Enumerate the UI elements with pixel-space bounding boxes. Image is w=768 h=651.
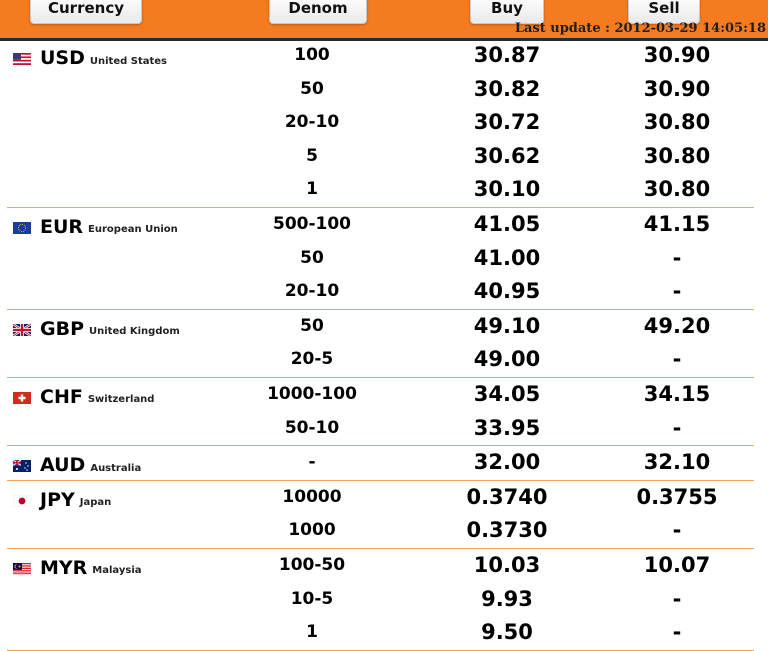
buy-rate: 40.95 xyxy=(473,279,541,304)
sell-rate: 32.10 xyxy=(643,450,711,475)
denom-column-button[interactable]: Denom xyxy=(269,0,367,24)
denom-value: 1 xyxy=(306,622,318,643)
denom-value: 50 xyxy=(300,78,324,99)
currency-group-usd xyxy=(7,39,754,208)
buy-rate: 9.93 xyxy=(481,586,533,611)
table-row xyxy=(7,583,754,617)
currency-country: United Kingdom xyxy=(89,326,180,338)
denom-value: 20-5 xyxy=(290,349,334,370)
last-update-text: Last update : 2012-03-29 14:05:18 xyxy=(514,21,766,36)
sell-rate: - xyxy=(672,620,682,645)
sell-rate: 10.07 xyxy=(643,552,711,577)
denom-value: 50 xyxy=(300,247,324,268)
currency-code: GBP xyxy=(40,317,85,340)
currency-country: European Union xyxy=(88,224,178,236)
denom-value: 100-50 xyxy=(278,554,346,575)
denom-value: 20-10 xyxy=(284,281,340,302)
sell-rate: 30.80 xyxy=(643,177,711,202)
denom-value: - xyxy=(308,452,316,473)
us-flag-icon xyxy=(13,50,31,62)
currency-code: JPY xyxy=(40,488,75,511)
sell-column-button[interactable]: Sell xyxy=(628,0,700,24)
currency-group-aud xyxy=(7,446,754,481)
currency-code: USD xyxy=(40,47,85,69)
currency-country: Malaysia xyxy=(92,565,142,577)
sell-rate: - xyxy=(672,415,682,440)
uk-flag-icon xyxy=(13,321,31,333)
rates-table xyxy=(0,39,768,651)
denom-value: 50-10 xyxy=(284,417,340,438)
buy-column-button[interactable]: Buy xyxy=(470,0,544,24)
buy-rate: 49.00 xyxy=(473,347,541,372)
table-row xyxy=(7,208,754,242)
sell-rate: 34.15 xyxy=(643,381,711,406)
currency-group-gbp xyxy=(7,310,754,378)
buy-rate: 41.05 xyxy=(473,211,541,236)
sell-rate: - xyxy=(672,347,682,372)
sell-rate: 49.20 xyxy=(643,313,711,338)
buy-rate: 33.95 xyxy=(473,415,541,440)
currency-country: Australia xyxy=(90,462,142,474)
buy-rate: 9.50 xyxy=(481,620,533,645)
sell-rate: 0.3755 xyxy=(636,484,718,509)
table-row xyxy=(7,549,754,583)
currency-cell xyxy=(13,489,111,511)
swiss-flag-icon xyxy=(13,389,31,401)
eu-flag-icon xyxy=(13,219,31,231)
denom-value: 50 xyxy=(300,315,324,336)
table-row xyxy=(7,343,754,377)
table-row xyxy=(7,412,754,446)
table-row xyxy=(7,310,754,344)
table-row xyxy=(7,514,754,548)
buy-rate: 30.72 xyxy=(473,110,541,135)
buy-rate: 0.3730 xyxy=(466,518,548,543)
sell-rate: - xyxy=(672,279,682,304)
header-bar xyxy=(0,0,768,41)
currency-group-myr xyxy=(7,549,754,651)
malaysia-flag-icon xyxy=(13,560,31,572)
sell-rate: - xyxy=(672,586,682,611)
buy-rate: 30.87 xyxy=(473,43,541,67)
currency-cell xyxy=(13,216,178,238)
sell-rate: 30.90 xyxy=(643,43,711,67)
sell-rate: 30.80 xyxy=(643,143,711,168)
table-row xyxy=(7,173,754,207)
denom-value: 1000-100 xyxy=(267,383,357,404)
currency-cell xyxy=(13,454,141,476)
currency-country: United States xyxy=(89,55,168,67)
table-row xyxy=(7,481,754,515)
currency-code: AUD xyxy=(40,454,86,477)
denom-value: 1 xyxy=(306,179,318,200)
currency-cell xyxy=(13,47,167,69)
sell-rate: 41.15 xyxy=(643,211,711,236)
buy-rate: 34.05 xyxy=(473,381,541,406)
table-row xyxy=(7,73,754,107)
buy-rate: 30.82 xyxy=(473,76,541,101)
sell-rate: - xyxy=(672,518,682,543)
australia-flag-icon xyxy=(13,457,31,469)
currency-code: CHF xyxy=(40,385,83,408)
currency-cell xyxy=(13,318,180,340)
sell-rate: 30.80 xyxy=(643,110,711,135)
buy-rate: 0.3740 xyxy=(466,484,548,509)
currency-group-chf xyxy=(7,378,754,446)
table-row xyxy=(7,378,754,412)
denom-value: 20-10 xyxy=(284,112,340,133)
sell-rate: - xyxy=(672,245,682,270)
buy-rate: 30.62 xyxy=(473,143,541,168)
table-row xyxy=(7,275,754,309)
denom-value: 100 xyxy=(294,45,330,65)
buy-rate: 10.03 xyxy=(473,552,541,577)
currency-country: Switzerland xyxy=(87,394,155,406)
denom-value: 10-5 xyxy=(290,588,334,609)
table-row xyxy=(7,242,754,276)
table-row xyxy=(7,446,754,480)
table-row xyxy=(7,106,754,140)
currency-cell xyxy=(13,386,154,408)
currency-code: EUR xyxy=(40,215,84,238)
currency-group-eur xyxy=(7,208,754,310)
denom-value: 500-100 xyxy=(272,213,352,234)
currency-country: Japan xyxy=(79,497,112,509)
currency-column-button[interactable]: Currency xyxy=(30,0,142,24)
table-row xyxy=(7,140,754,174)
table-row xyxy=(7,616,754,650)
buy-rate: 30.10 xyxy=(473,177,541,202)
currency-group-jpy xyxy=(7,481,754,549)
currency-code: MYR xyxy=(40,556,88,579)
table-row xyxy=(7,39,754,73)
japan-flag-icon xyxy=(13,492,31,504)
buy-rate: 41.00 xyxy=(473,245,541,270)
denom-value: 5 xyxy=(306,145,318,166)
buy-rate: 32.00 xyxy=(473,450,541,475)
sell-rate: 30.90 xyxy=(643,76,711,101)
denom-value: 1000 xyxy=(288,520,336,541)
denom-value: 10000 xyxy=(282,486,342,507)
currency-cell xyxy=(13,557,142,579)
buy-rate: 49.10 xyxy=(473,313,541,338)
